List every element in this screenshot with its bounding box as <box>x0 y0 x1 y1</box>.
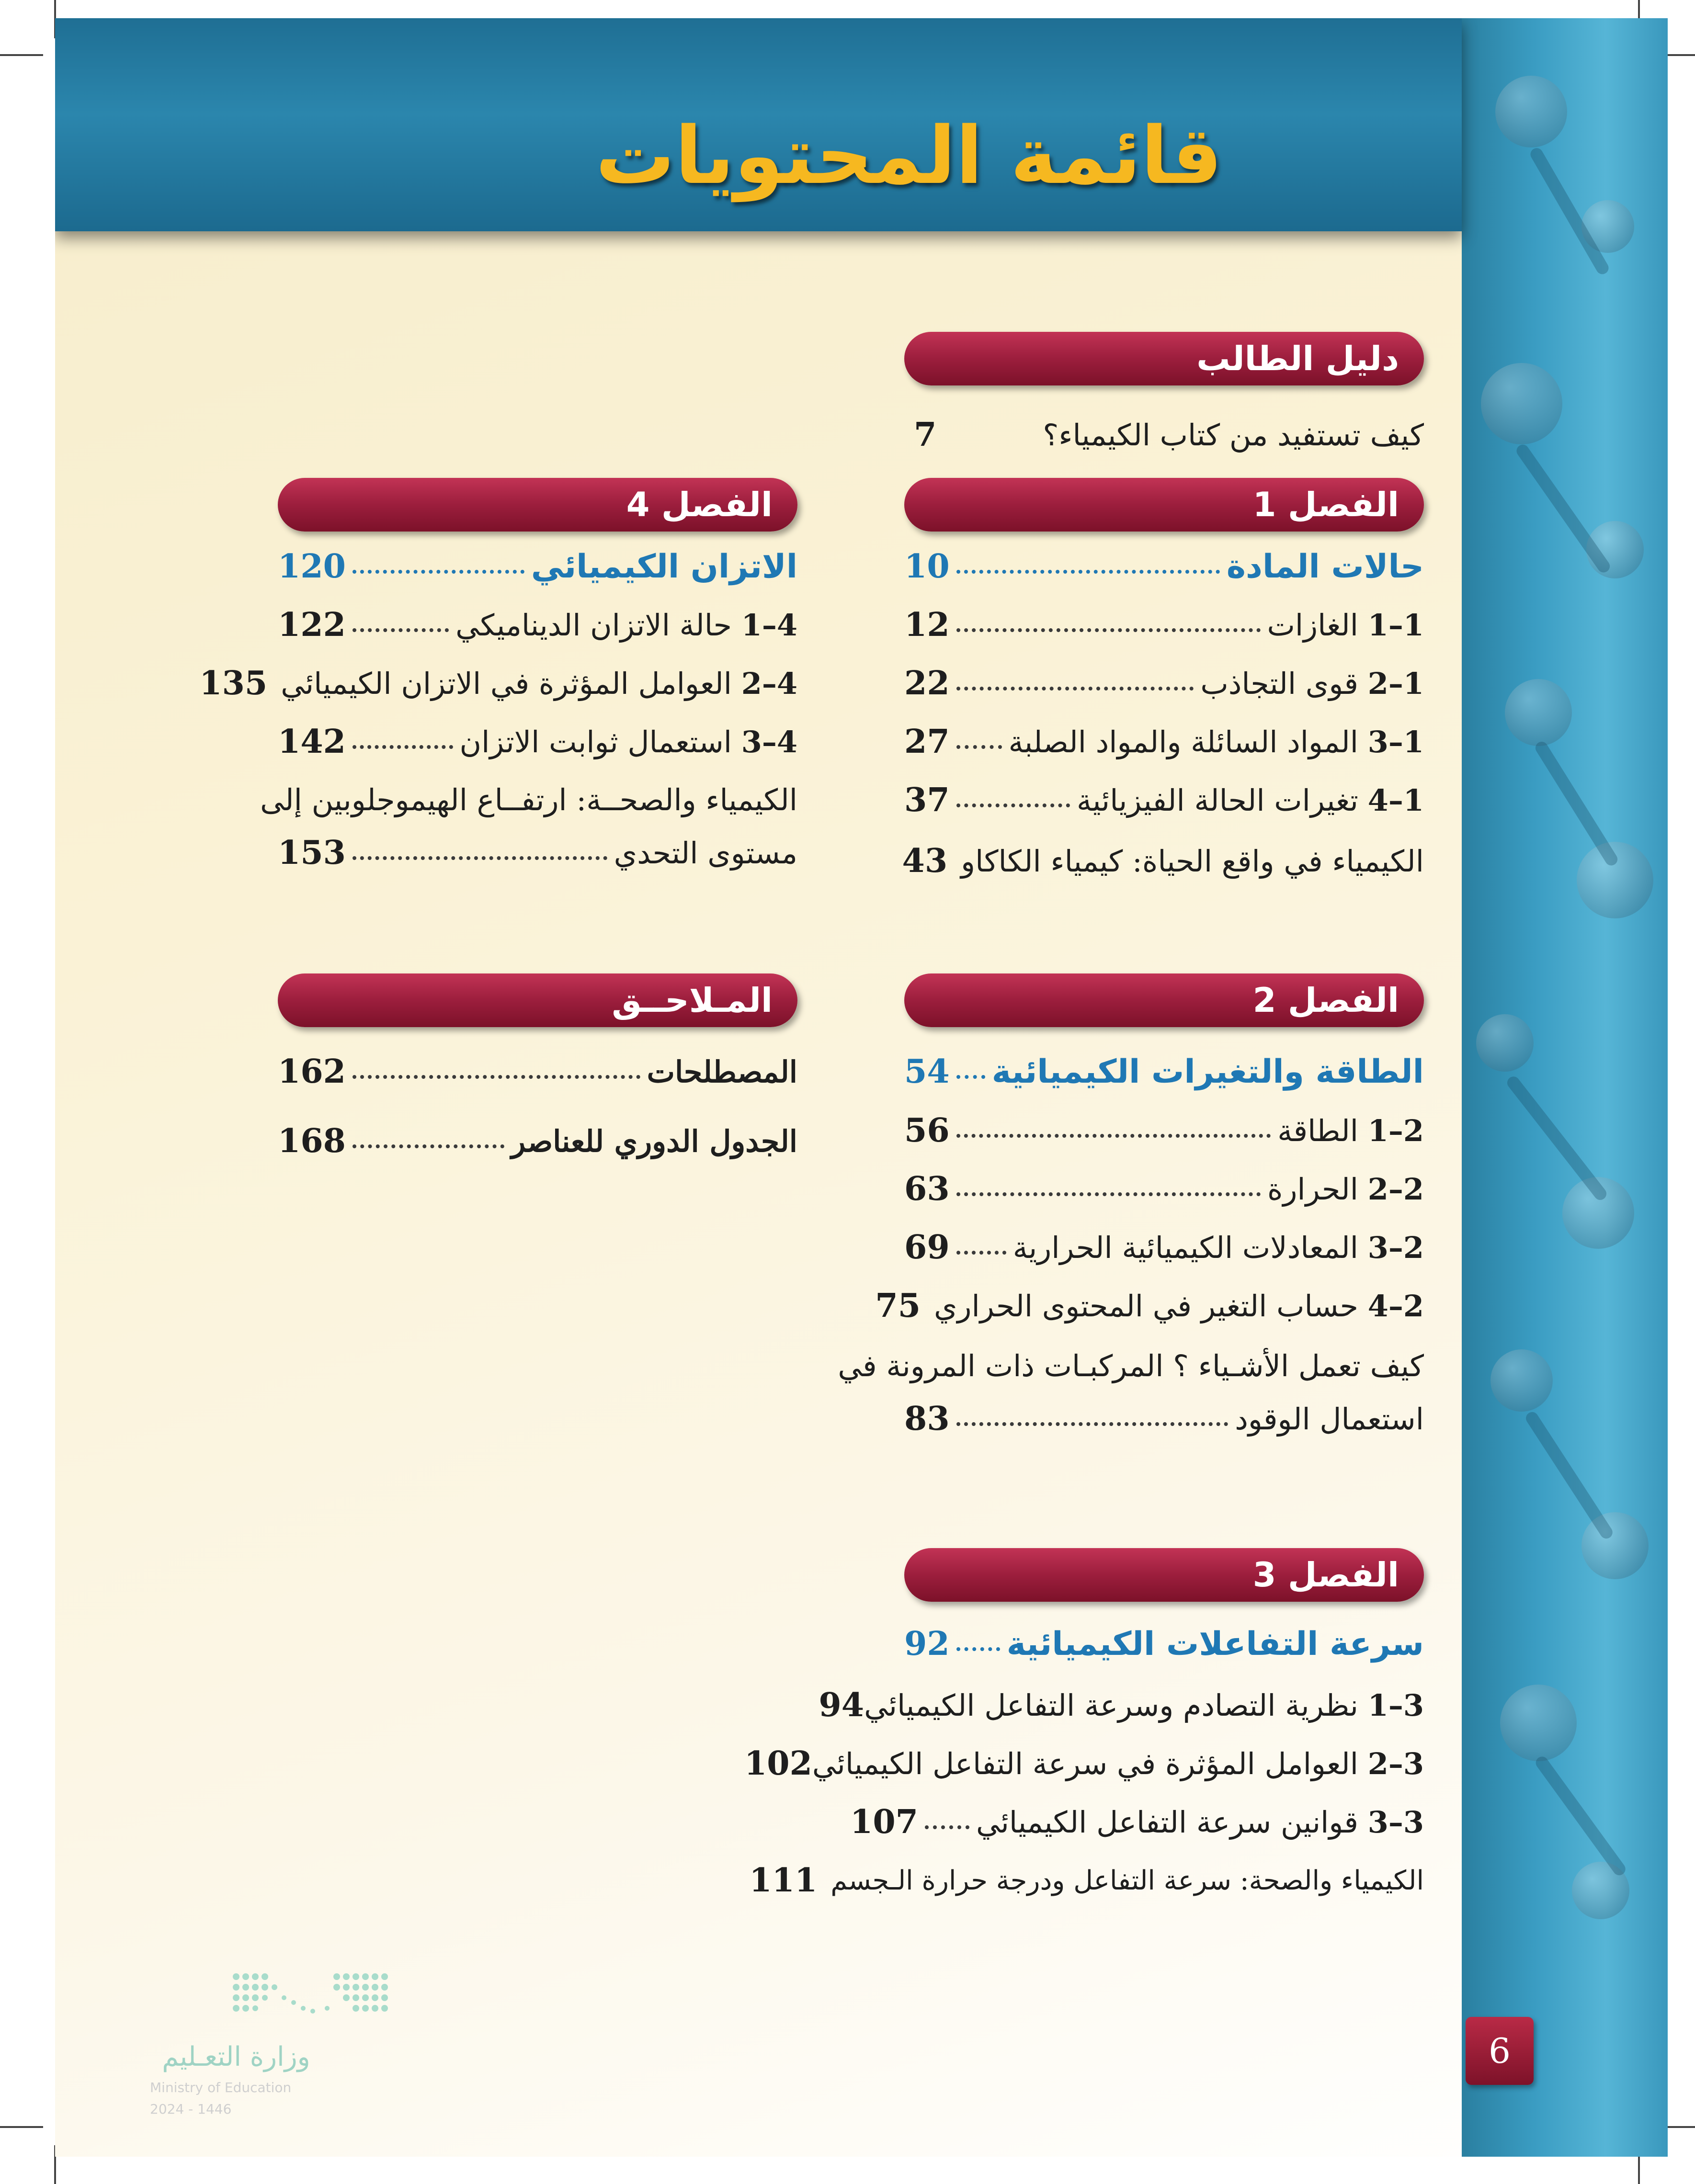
toc-page <box>55 18 1668 2157</box>
toc-entry[interactable]: الجدول الدوري للعناصر 168 <box>278 1122 797 1160</box>
toc-entry[interactable]: 2–2 الحرارة 63 <box>904 1170 1424 1208</box>
crop-mark <box>0 2126 43 2128</box>
chapter-4-header: الفصل 4 <box>278 478 797 532</box>
toc-entry[interactable]: كيف تستفيد من كتاب الكيمياء؟ 7 <box>914 416 1424 454</box>
appendices-header: المـلاحــق <box>278 973 797 1027</box>
toc-entry[interactable]: 2–1 الطاقة 56 <box>904 1111 1424 1150</box>
ministry-name-arabic: وزارة التعـليم <box>162 2041 310 2072</box>
toc-entry[interactable]: مستوى التحدي 153 <box>278 834 797 872</box>
toc-entry-line: الكيمياء والصحــة: ارتفــاع الهيموجلوبين إلى <box>260 782 797 817</box>
chapter-1-header: الفصل 1 <box>904 478 1424 532</box>
toc-entry[interactable]: 3–1 نظرية التصادم وسرعة التفاعل الكيميائي 94 <box>819 1686 1424 1724</box>
toc-entry[interactable]: 4–1 حالة الاتزان الديناميكي 122 <box>278 606 797 644</box>
toc-entry[interactable]: 4–3 استعمال ثوابت الاتزان 142 <box>278 723 797 761</box>
ministry-logo-icon <box>227 1967 399 2025</box>
chapter-2-title-entry[interactable]: الطاقة والتغيرات الكيميائية 54 <box>904 1052 1424 1091</box>
toc-entry-line: كيف تعمل الأشـياء ؟ المركبـات ذات المرونة في <box>838 1348 1424 1383</box>
toc-entry[interactable]: 1–1 الغازات 12 <box>904 606 1424 644</box>
toc-entry[interactable]: 2–4 حساب التغير في المحتوى الحراري 75 <box>875 1287 1424 1325</box>
toc-entry[interactable]: 1–3 المواد السائلة والمواد الصلبة 27 <box>904 723 1424 761</box>
ministry-year: 2024 - 1446 <box>150 2101 232 2117</box>
toc-entry[interactable]: 1–2 قوى التجاذب 22 <box>904 664 1424 702</box>
molecule-band <box>1462 18 1668 2157</box>
section-header-student-guide: دليل الطالب <box>904 332 1424 385</box>
page-number-badge: 6 <box>1466 2017 1534 2085</box>
crop-mark <box>0 54 43 56</box>
header-banner <box>55 18 1462 231</box>
toc-entry[interactable]: 1–4 تغيرات الحالة الفيزيائية 37 <box>904 781 1424 819</box>
page-title: قائمة المحتويات <box>595 110 1222 202</box>
toc-entry[interactable]: 2–3 المعادلات الكيميائية الحرارية 69 <box>904 1228 1424 1267</box>
toc-entry[interactable]: استعمال الوقود 83 <box>904 1400 1424 1438</box>
toc-entry[interactable]: 3–2 العوامل المؤثرة في سرعة التفاعل الكيميائي 102 <box>744 1744 1424 1783</box>
toc-entry[interactable]: الكيمياء والصحة: سرعة التفاعل ودرجة حرارة الـجسم 111 <box>749 1861 1424 1900</box>
chapter-3-title-entry[interactable]: سرعة التفاعلات الكيميائية 92 <box>904 1625 1424 1663</box>
chapter-2-header: الفصل 2 <box>904 973 1424 1027</box>
chapter-4-title-entry[interactable]: الاتزان الكيميائي 120 <box>278 547 797 586</box>
ministry-name-english: Ministry of Education <box>150 2080 292 2095</box>
toc-entry[interactable]: 4–2 العوامل المؤثرة في الاتزان الكيميائي 135 <box>199 664 797 702</box>
toc-entry[interactable]: 3–3 قوانين سرعة التفاعل الكيميائي 107 <box>850 1803 1424 1841</box>
toc-entry[interactable]: المصطلحات 162 <box>278 1052 797 1091</box>
toc-entry[interactable]: الكيمياء في واقع الحياة: كيمياء الكاكاو 43 <box>902 842 1424 880</box>
ministry-logo <box>150 1967 332 2130</box>
chapter-1-title-entry[interactable]: حالات المادة 10 <box>904 547 1424 586</box>
chapter-3-header: الفصل 3 <box>904 1548 1424 1602</box>
